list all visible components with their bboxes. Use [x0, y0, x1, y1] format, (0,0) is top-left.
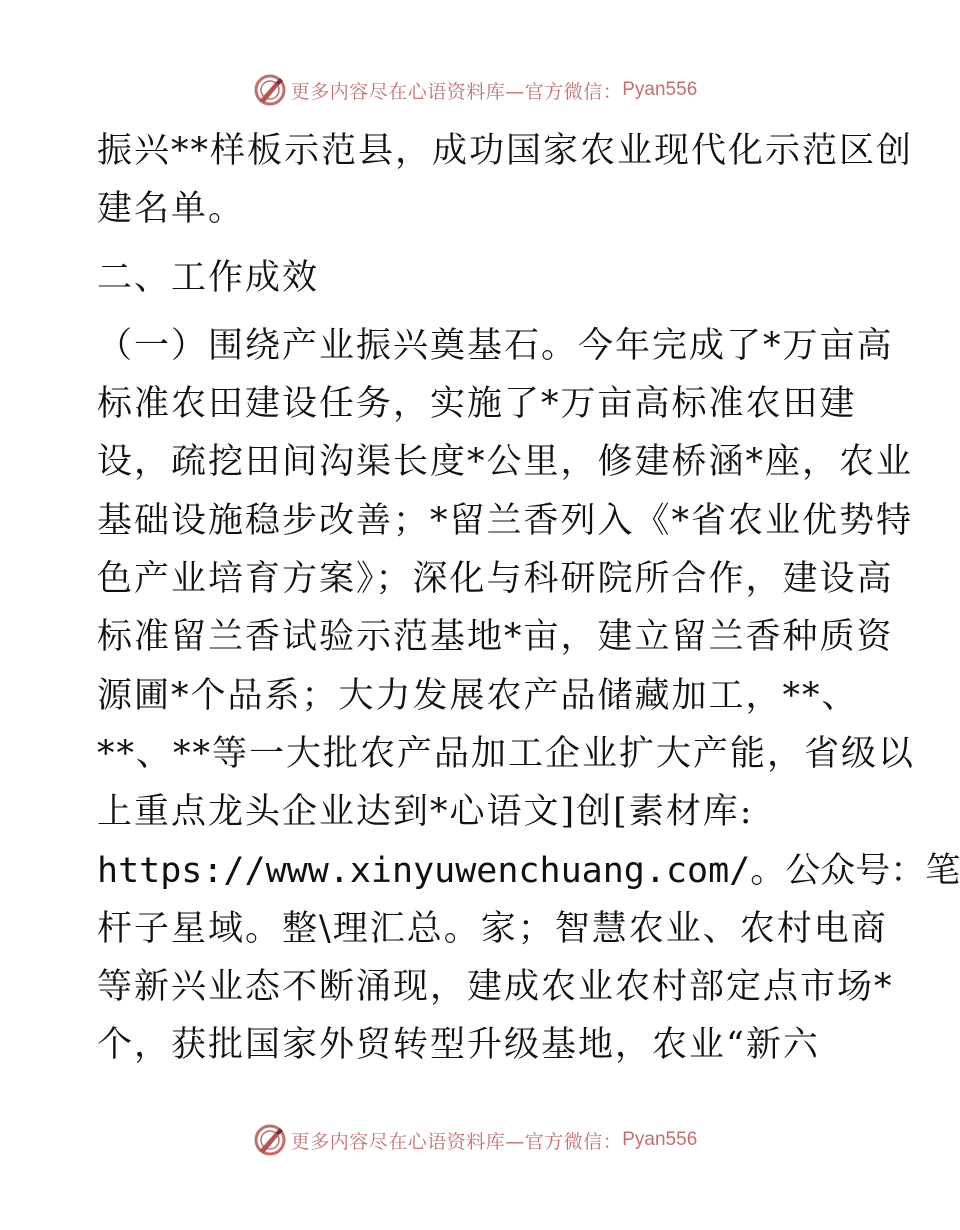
- header-watermark: [0, 72, 950, 108]
- text-line: 标准农田建设任务，实施了*万亩高标准农田建: [97, 384, 857, 425]
- text-line: 等新兴业态不断涌现，建成农业农村部定点市场*: [97, 967, 894, 1008]
- text-line: 基础设施稳步改善；*留兰香列入《*省农业优势特: [97, 500, 914, 541]
- text-line: 设，疏挖田间沟渠长度*公里，修建桥涵*座，农业: [97, 442, 914, 483]
- pen-logo-icon: [253, 1123, 287, 1157]
- text-line: **、**等一大批农产品加工企业扩大产能，省级以: [97, 733, 916, 774]
- text-line: 标准留兰香试验示范基地*亩，建立留兰香种质资: [97, 617, 894, 658]
- text-line: 源圃*个品系；大力发展农产品储藏加工，**、: [97, 675, 859, 716]
- section-heading: 二、工作成效: [97, 257, 320, 298]
- text-line: 色产业培育方案》；深化与科研院所合作，建设高: [97, 559, 894, 600]
- text-line: 建名单。: [97, 189, 246, 230]
- text-line: 振兴**样板示范县，成功国家农业现代化示范区创: [97, 131, 914, 171]
- document-body: [97, 122, 960, 1075]
- watermark-text: 更多内容尽在心语资料库—官方微信：: [290, 80, 623, 103]
- subsection-heading-line: （一）围绕产业振兴奠基石。今年完成了*万亩高: [97, 325, 894, 366]
- footer-watermark: [0, 1122, 950, 1158]
- text-line: 杆子星域。整\理汇总。家；智慧农业、农村电商: [97, 908, 888, 949]
- text-line: 上重点龙头企业达到*心语文]创[素材库:: [97, 792, 754, 833]
- watermark-text: 更多内容尽在心语资料库—官方微信：: [290, 1130, 623, 1153]
- pen-logo-icon: [253, 73, 287, 107]
- text-line-url: https://www.xinyuwenchuang.com/。公众号：笔: [97, 850, 960, 891]
- text-line: 个，获批国家外贸转型升级基地，农业“新六: [97, 1025, 820, 1066]
- watermark-wechat-id: Pyan556: [622, 79, 698, 100]
- watermark-wechat-id: Pyan556: [622, 1129, 698, 1150]
